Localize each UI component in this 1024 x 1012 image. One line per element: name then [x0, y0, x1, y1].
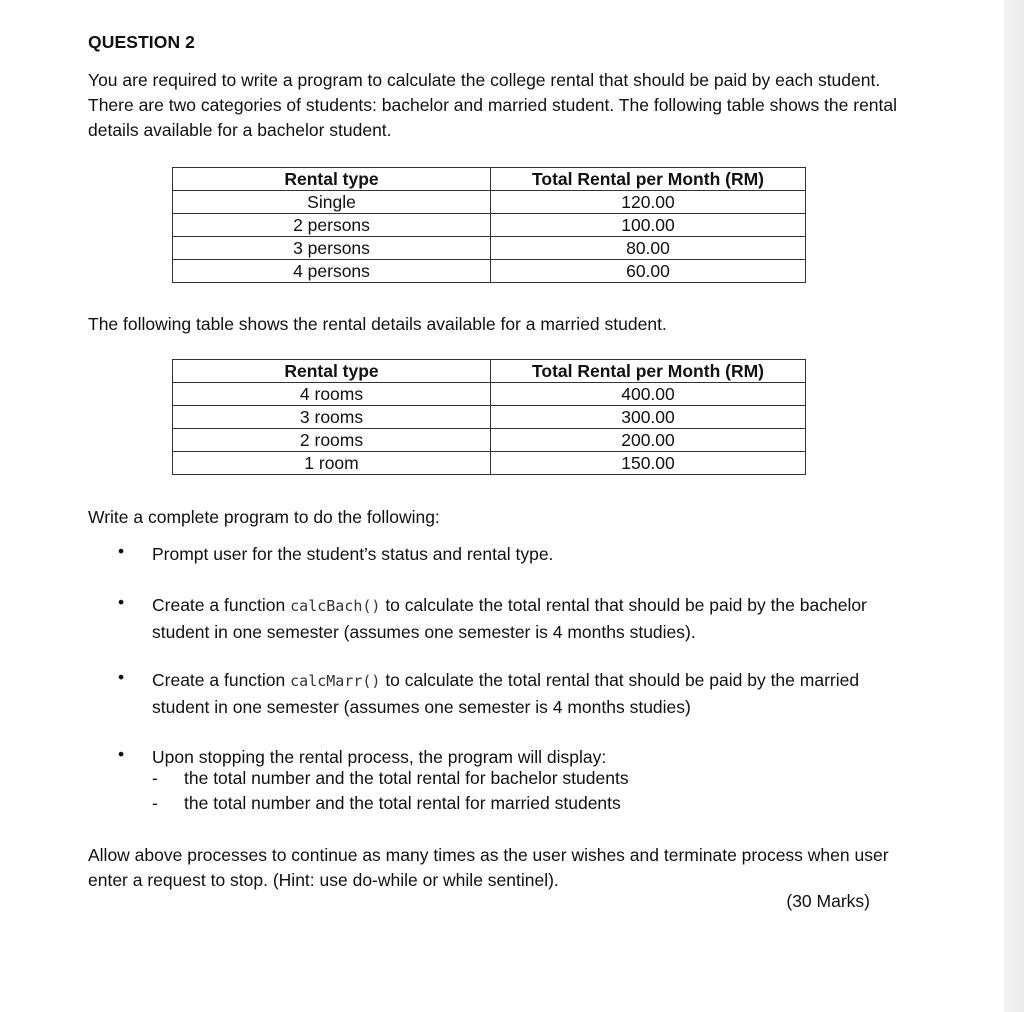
- table-row: [173, 452, 806, 475]
- rental-type-cell: 4 persons: [173, 260, 491, 283]
- sub-item-bachelor: the total number and the total rental for bachelor students: [184, 768, 629, 788]
- rental-amount-cell: 100.00: [491, 214, 806, 237]
- marks-label: (30 Marks): [786, 891, 870, 911]
- rental-amount-cell: 80.00: [491, 237, 806, 260]
- rental-type-cell: 2 rooms: [173, 429, 491, 452]
- rental-amount-cell: 300.00: [491, 406, 806, 429]
- dash-icon: -: [152, 768, 158, 788]
- rental-type-cell: 3 rooms: [173, 406, 491, 429]
- header-rental-type: Rental type: [173, 360, 491, 383]
- page-edge-shadow: [1004, 0, 1024, 1012]
- task-item-prompt: Prompt user for the student’s status and rental type.: [152, 544, 554, 564]
- bullet-icon: •: [118, 592, 125, 612]
- dash-icon: -: [152, 793, 158, 813]
- bullet-icon: •: [118, 541, 125, 561]
- task-intro-paragraph: Write a complete program to do the following:: [88, 507, 440, 527]
- header-total-rental: Total Rental per Month (RM): [491, 360, 806, 383]
- table-row: [173, 406, 806, 429]
- rental-amount-cell: 120.00: [491, 191, 806, 214]
- bullet-icon: •: [118, 744, 125, 764]
- married-rental-table: [172, 359, 806, 475]
- rental-type-cell: Single: [173, 191, 491, 214]
- task-text: Create a function: [152, 670, 291, 690]
- table-row: [173, 429, 806, 452]
- table-row: [173, 237, 806, 260]
- question-title: QUESTION 2: [88, 32, 195, 52]
- rental-amount-cell: 150.00: [491, 452, 806, 475]
- task-text: Create a function: [152, 595, 291, 615]
- rental-type-cell: 2 persons: [173, 214, 491, 237]
- bachelor-rental-table: [172, 167, 806, 283]
- header-rental-type: Rental type: [173, 168, 491, 191]
- rental-type-cell: 4 rooms: [173, 383, 491, 406]
- table-header-row: [173, 360, 806, 383]
- task-item-calcmarr: [152, 667, 912, 720]
- function-name-code: calcBach(): [290, 597, 381, 615]
- rental-type-cell: 1 room: [173, 452, 491, 475]
- task-item-calcbach: [152, 592, 912, 645]
- function-name-code: calcMarr(): [290, 672, 381, 690]
- rental-amount-cell: 60.00: [491, 260, 806, 283]
- table-header-row: [173, 168, 806, 191]
- header-total-rental: Total Rental per Month (RM): [491, 168, 806, 191]
- closing-paragraph: Allow above processes to continue as many times as the user wishes and terminate process when user enter a request to stop. (Hint: use do-while or while sentinel).: [88, 845, 889, 890]
- task-text: to calculate the total rental that should be paid by the married student in one semester (assumes one semester is 4 months studies): [152, 670, 860, 717]
- sub-item-married: the total number and the total rental for married students: [184, 793, 621, 813]
- intro-paragraph: You are required to write a program to calculate the college rental that should be paid by each student. There are two categories of students: bachelor and married student. The following table shows the rental details available for a bachelor student.: [88, 70, 898, 140]
- bullet-icon: •: [118, 667, 125, 687]
- table-row: [173, 383, 806, 406]
- table-row: [173, 191, 806, 214]
- task-text: to calculate the total rental that should be paid by the bachelor student in one semester (assumes one semester is 4 months studies).: [152, 595, 867, 642]
- rental-amount-cell: 400.00: [491, 383, 806, 406]
- table-row: [173, 260, 806, 283]
- married-intro-paragraph: The following table shows the rental details available for a married student.: [88, 314, 667, 334]
- rental-type-cell: 3 persons: [173, 237, 491, 260]
- task-item-display: Upon stopping the rental process, the program will display:: [152, 747, 607, 767]
- rental-amount-cell: 200.00: [491, 429, 806, 452]
- table-row: [173, 214, 806, 237]
